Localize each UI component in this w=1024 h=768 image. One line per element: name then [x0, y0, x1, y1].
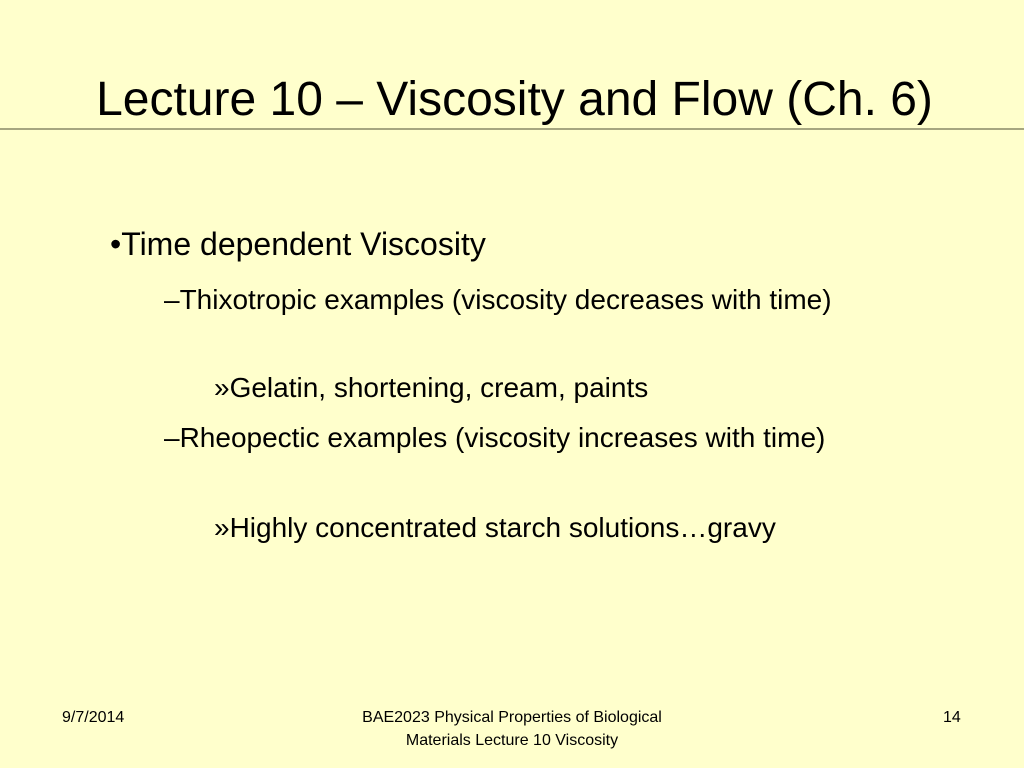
- bullet-thixotropic-examples: »Gelatin, shortening, cream, paints: [214, 372, 649, 403]
- bullet-rheopectic: –Rheopectic examples (viscosity increases with time): [164, 422, 826, 453]
- footer-date: 9/7/2014: [62, 709, 125, 726]
- bullet-time-dependent-viscosity: •Time dependent Viscosity: [110, 226, 486, 262]
- slide-title: Lecture 10 – Viscosity and Flow (Ch. 6): [96, 73, 933, 126]
- footer-course-title: BAE2023 Physical Properties of Biological Materials Lecture 10 Viscosity: [362, 709, 662, 749]
- bullet-rheopectic-examples: »Highly concentrated starch solutions…gravy: [214, 512, 776, 543]
- bullet-thixotropic: –Thixotropic examples (viscosity decreases with time): [164, 284, 832, 315]
- footer-page-number: 14: [943, 709, 961, 726]
